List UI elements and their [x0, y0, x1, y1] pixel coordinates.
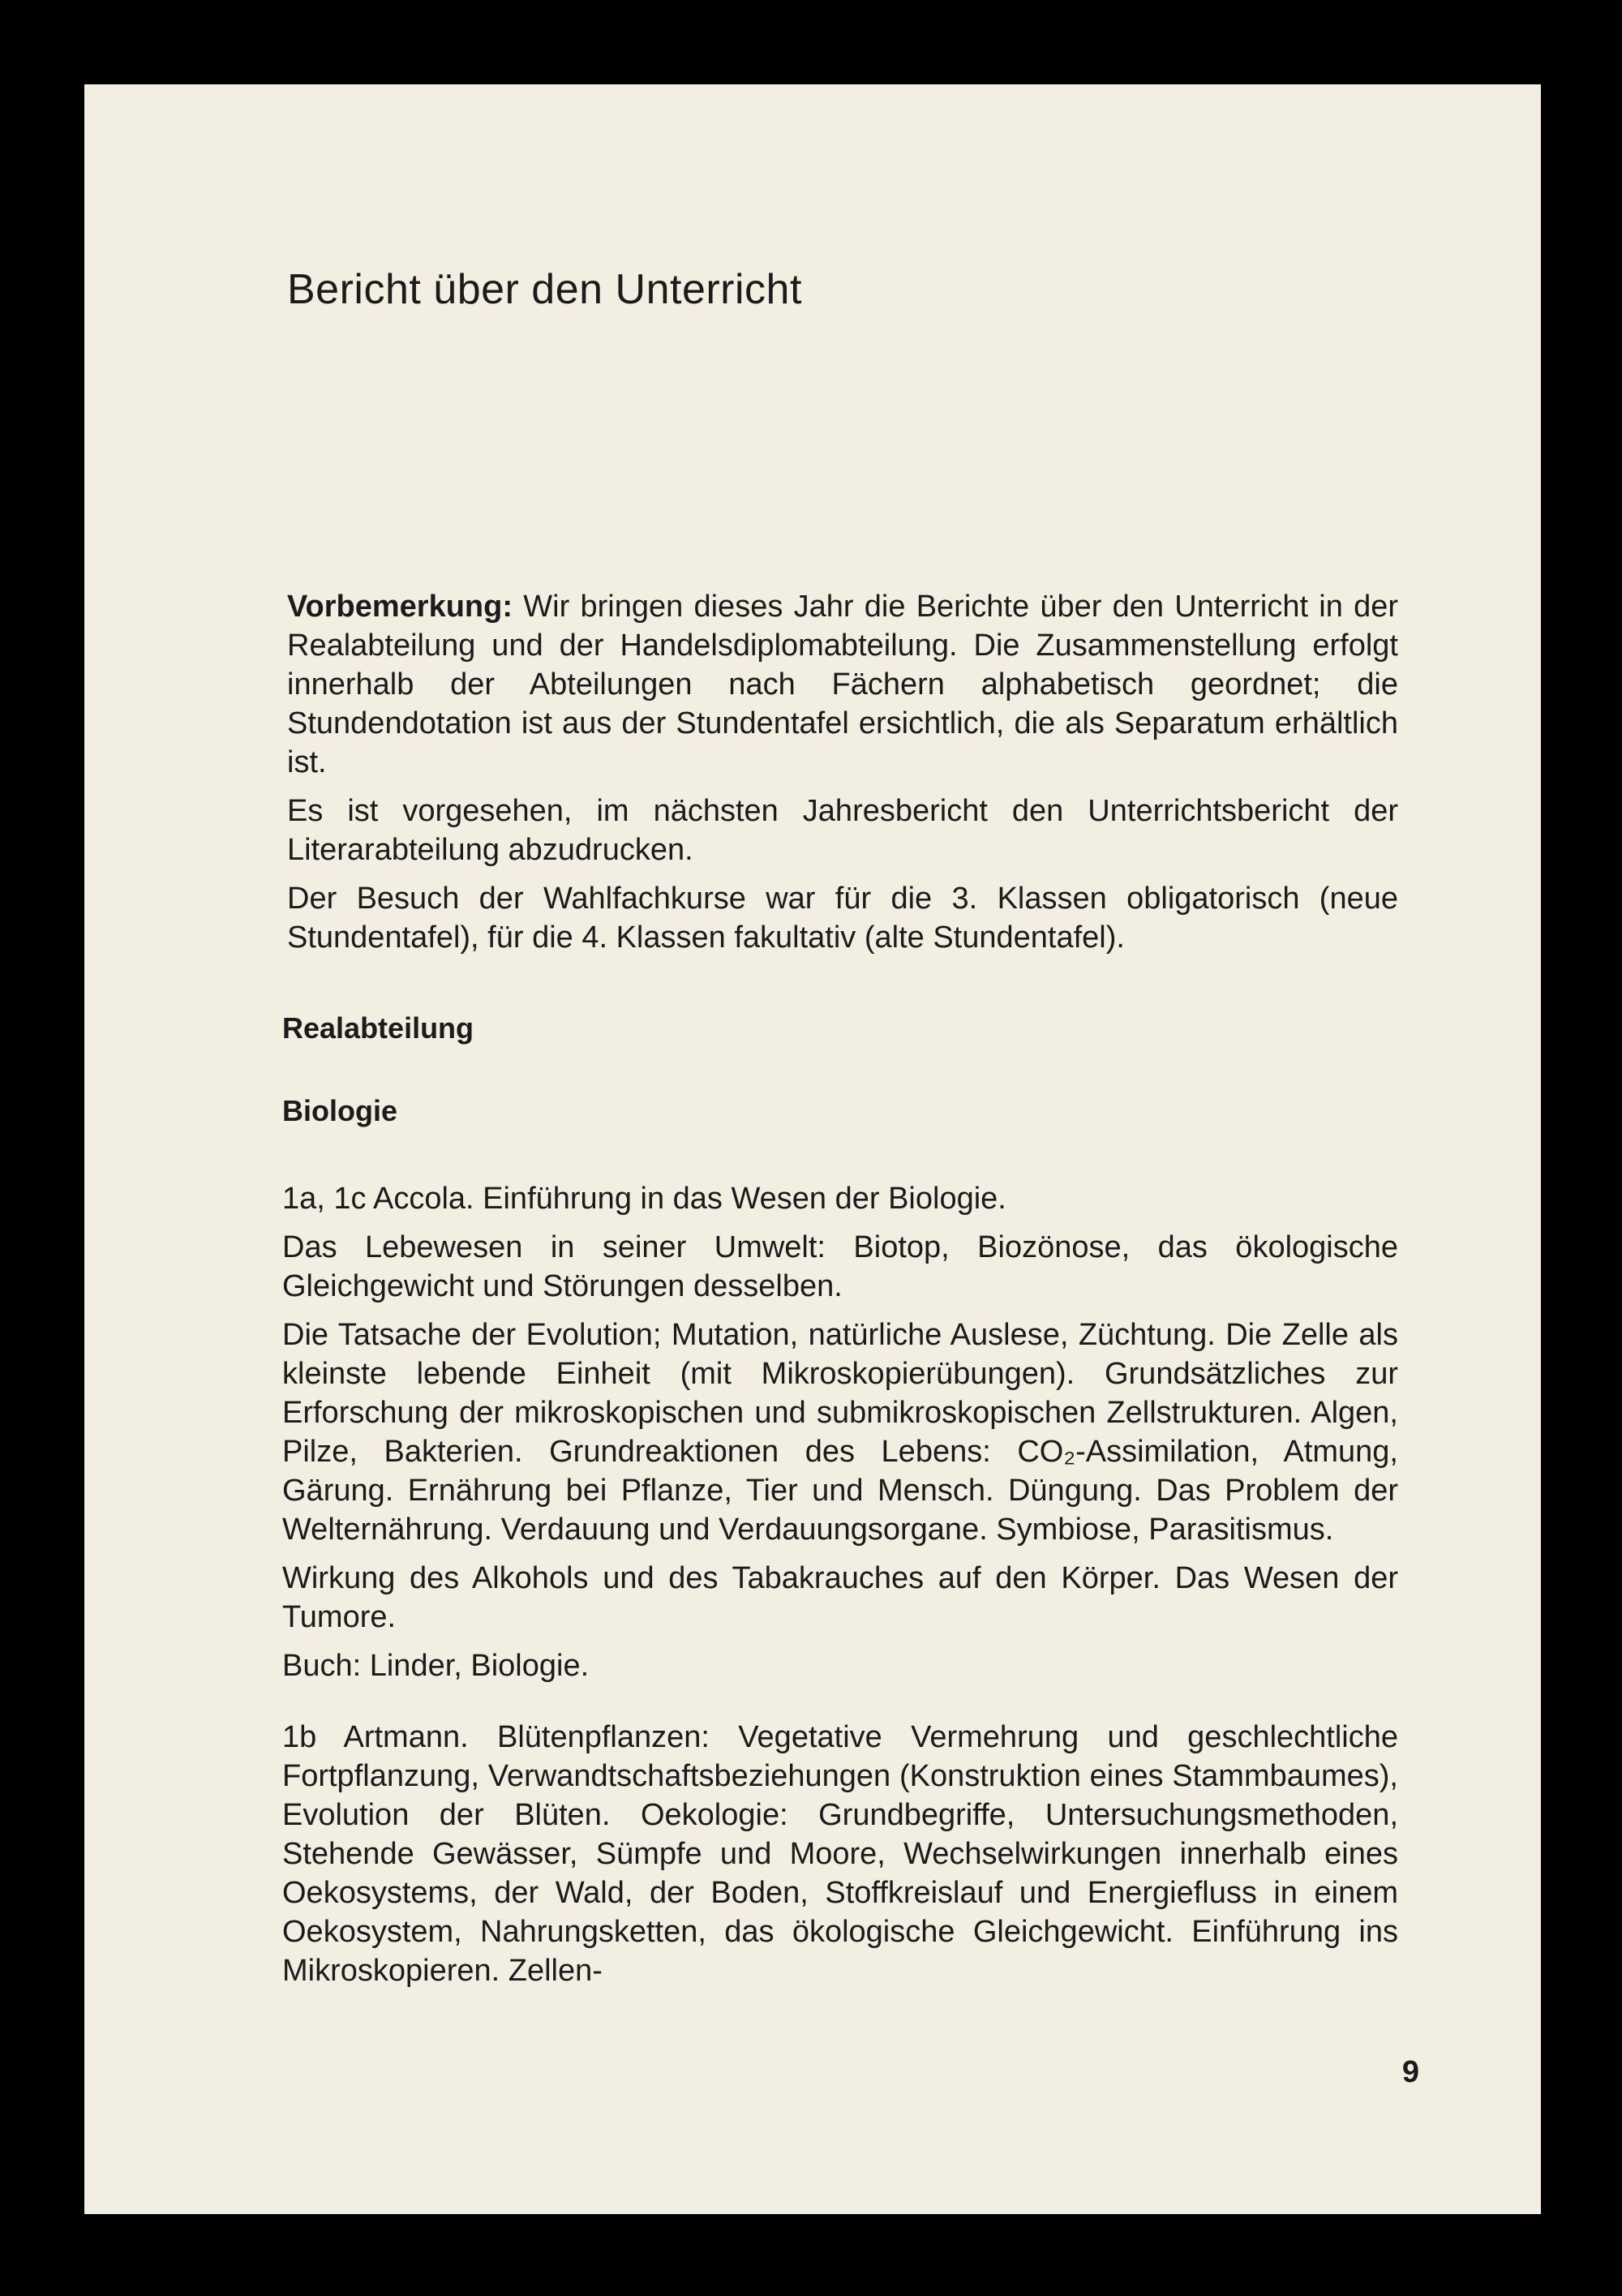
biologie-paragraph: Das Lebewesen in seiner Umwelt: Biotop, Biozönose, das ökologische Gleichgewicht und Störungen desselben. — [282, 1230, 1398, 1303]
subsection-heading: Biologie — [282, 1094, 397, 1127]
intro-label: Vorbemerkung: — [287, 590, 513, 624]
biologie-paragraph: Wirkung des Alkohols und des Tabakrauches auf den Körper. Das Wesen der Tumore. — [282, 1561, 1398, 1634]
biologie-paragraph: 1b Artmann. Blütenpflanzen: Vegetative Vermehrung und geschlechtliche Fortpflanzung, Verwandtschaftsbeziehungen (Konstruktion eines Stammbaumes), Evolution der Blüten. Oekologie: Grundbegriffe, Untersuchungsmethoden, Stehende Gewässer, Sümpfe und Moore, Wechselwirkungen innerhalb eines Oekosystems, der Wald, der Boden, Stoffkreislauf und Energiefluss in einem Oekosystem, Nahrungsketten, das ökologische Gleichgewicht. Einführung ins Mikroskopieren. Zellen- — [282, 1720, 1398, 1988]
page-number: 9 — [1401, 2055, 1419, 2089]
biologie-paragraph: Die Tatsache der Evolution; Mutation, natürliche Auslese, Züchtung. Die Zelle als kleinste lebende Einheit (mit Mikroskopierübungen). Grundsätzliches zur Erforschung der mikroskopischen und submikroskopischen Zellstrukturen. Algen, Pilze, Bakterien. Grundreaktionen des Lebens: CO₂-Assimilation, Atmung, Gärung. Ernährung bei Pflanze, Tier und Mensch. Düngung. Das Problem der Welternährung. Verdauung und Verdauungsorgane. Symbiose, Parasitismus. — [282, 1318, 1398, 1547]
page-title: Bericht über den Unterricht — [287, 266, 802, 313]
intro-paragraph-1 — [287, 587, 1398, 782]
intro-paragraph-3: Der Besuch der Wahlfachkurse war für die 3. Klassen obligatorisch (neue Stundentafel), für die 4. Klassen fakultativ (alte Stundentafel). — [287, 882, 1398, 955]
intro-text: Wir bringen dieses Jahr die Berichte über den Unterricht in der Realabteilung und der Handelsdiplomabteilung. Die Zusammenstellung erfolgt innerhalb der Abteilungen nach Fächern alphabetisch geordnet; die Stundendotation ist aus der Stundentafel ersichtlich, die als Separatum erhältlich ist. — [287, 590, 1398, 779]
intro-paragraph-2: Es ist vorgesehen, im nächsten Jahresbericht den Unterrichtsbericht der Literarabteilung abzudrucken. — [287, 794, 1398, 867]
section-heading: Realabteilung — [282, 1011, 474, 1045]
biologie-paragraph: 1a, 1c Accola. Einführung in das Wesen der Biologie. — [282, 1182, 1006, 1216]
biologie-paragraph: Buch: Linder, Biologie. — [282, 1649, 590, 1683]
intro-section — [287, 587, 1398, 957]
biologie-section — [282, 1179, 1398, 1990]
document-page — [84, 84, 1541, 2214]
